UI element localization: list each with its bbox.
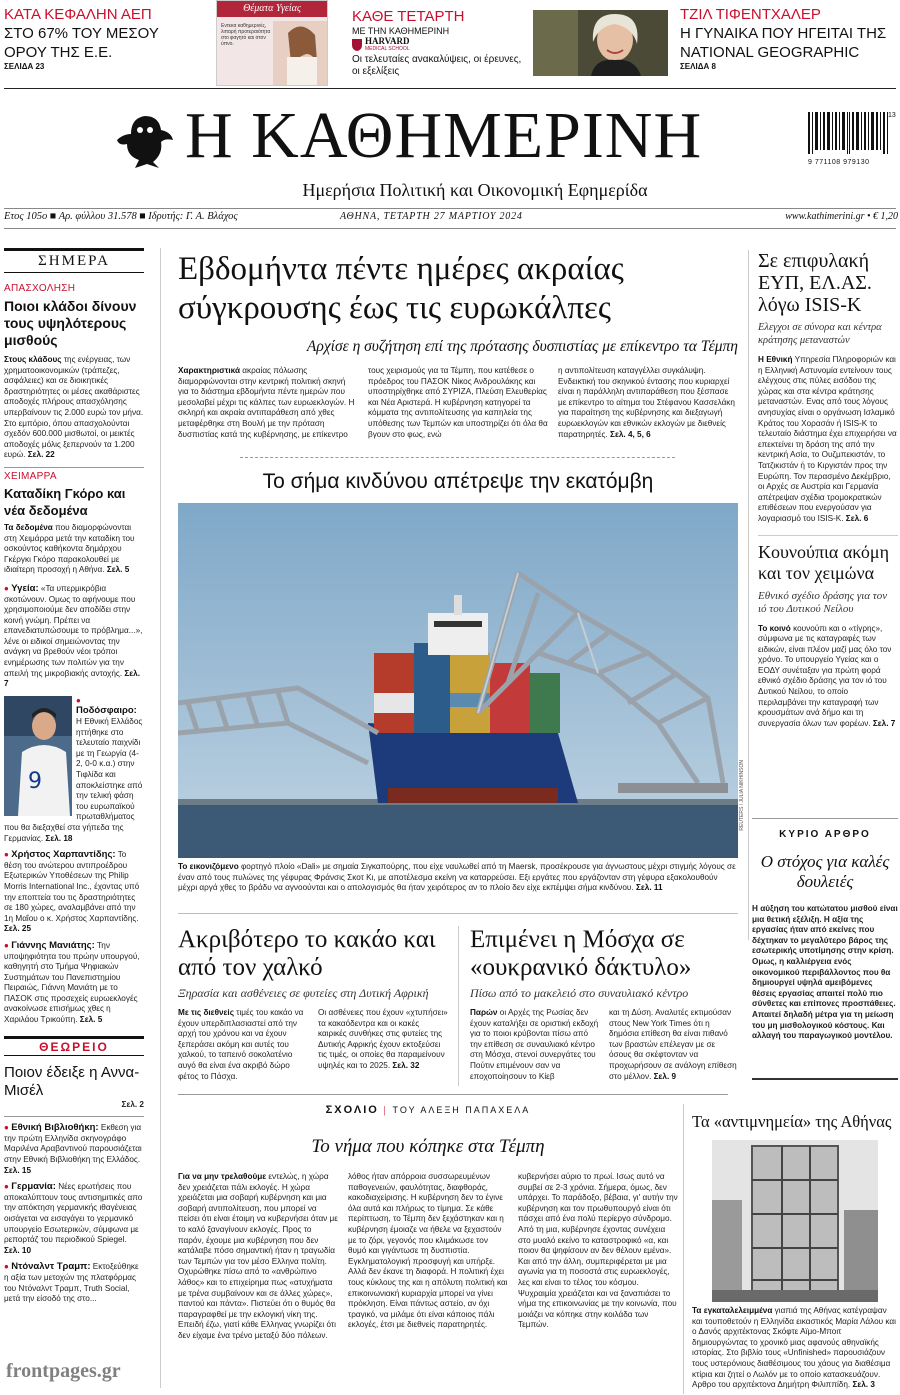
teaser-gdp-page: ΣΕΛΙΔΑ 23 [4, 62, 45, 71]
mosquito-body: Το κοινό κουνούπι και ο «τίγρης», σύμφωνα με τις καταγραφές των ειδικών, είναι πλέον μαζί μας όλο τον χρόνο. Το υπουργείο Υγείας και ο ΕΟΔΥ συνέταξαν για πρώτη φορά εθνικό σχέδιο δράσης για τον ιό του Δυτικού Νείλου, το οποίο περιλαμβάνει την καταγραφή των κρουσμάτων ανά δήμο και τη συνεργασία όλων των φορέων. Σελ. 7 [758, 623, 896, 728]
theatre-title[interactable]: Ποιον έδειξε η Αννα-Μισέλ [4, 1063, 140, 1099]
editorial-headline[interactable]: Ο στόχος για καλές δουλειές [760, 852, 890, 891]
magazine-photo [273, 21, 327, 86]
photo-caption: Το εικονιζόμενο φορτηγό πλοίο «Dali» με σημαία Σιγκαπούρης, που είχε ναυλωθεί από τη Maersk, προσέκρουσε για άγνωστους μέχρι στιγμής λόγους σε έναν από τους πυλώνες της γέφυρας Φράνσις Σκοτ Κι, με αποτέλεσμα εκείνη να καταρρεύσει. Εξι εργάτες που εργάζονταν στη γέφυρα εξακολουθούν μέχρι αργά χθες το βράδυ να αγνοούνται και ο απολογισμός θα ήταν χειρότερος αν το πλοίο δεν είχε εκπέμψει σήμα κινδύνου. Σελ. 11 [178, 862, 736, 893]
divider [4, 208, 896, 209]
brief-item: 9 ● Ποδόσφαιρο: Η Εθνική Ελλάδος ηττήθηκε στο τελευταίο παιχνίδι με τη Γεωργία (4-2, 0-0 κ.α.) στην Τιφλίδα και αποκλείστηκε από την τελική φάση του ευρωπαϊκού πρωταθλήματος που θα διεξαχθεί στα γήπεδα της Γερμανίας. Σελ. 18 [4, 695, 143, 843]
mosquito-headline[interactable]: Κουνούπια ακόμη και τον χειμώνα [758, 541, 889, 583]
divider [178, 913, 738, 914]
comment-headline[interactable]: Το νήμα που κόπηκε στα Τέμπη [311, 1136, 545, 1157]
teaser-natgeo-page: ΣΕΛΙΔΑ 8 [680, 62, 716, 71]
divider [683, 1104, 684, 1394]
masthead-title: Η ΚΑΘΗΜΕΡΙΝΗ [185, 99, 703, 172]
isis-subhead: Ελεγχοι σε σύνορα και κέντρα κράτησης μεταναστών [758, 322, 882, 346]
editorial-text: Η αύξηση του κατώτατου μισθού είναι μια θετική εξέλιξη. Η αξία της εργασίας ήταν από εκείνες που δέχτηκαν το μεγαλύτερο βάρος της εσωτερικής υποτίμησης στην κρίση. Ομως, η καλλιέργεια ενός οικονομικού περιβάλλοντος που θα δημιουργεί υψηλά αμειβόμενες θέσεις εργασίας απαιτεί πολύ πιο σύνθετες και επίπονες προσπάθειες. Απαιτεί δηλαδή μέτρα για τη μείωση του μη μισθολογικού κόστους. Και αλλαγή του παραγωγικού μοντέλου. [752, 904, 898, 1041]
cocoa-subhead: Ξηρασία και ασθένειες σε φυτείες στη Δυτική Αφρική [178, 986, 429, 1000]
comment-label: ΣΧΟΛΙΟ | ΤΟΥ ΑΛΕΞΗ ΠΑΠΑΧΕΛΑ [325, 1104, 531, 1116]
issue-info: Ετος 105ο ■ Αρ. φύλλου 31.578 ■ Ιδρυτής: Γ. Α. Βλάχος [4, 211, 238, 222]
article-title[interactable]: Καταδίκη Γκόρο και νέα δεδομένα [4, 485, 126, 518]
harvard-shield-icon [352, 39, 362, 51]
owl-logo-icon [115, 110, 175, 170]
magazine-cover[interactable] [216, 0, 328, 86]
moscow-body: Παρών οι Αρχές της Ρωσίας δεν έχουν καταλήξει σε οριστική εκδοχή για το ποιοι κρύβονται πίσω από την επίθεση σε συναυλιακό κέντρο στη Μόσχα, στενοί συνεργάτες του Πούτιν επιμένουν σαν να εποχοποίησουν το Κίεβ και τη Δύση. Αναλυτές εκτιμούσαν στους New York Times ότι η δημόσια επίθεση θα είναι πιθανό των βραστών επέλεγαν με σε όσους θα σκέφτονταν να προχωρήσουν σε ανάλογη επίθεση στο μέλλον. Σελ. 9 [470, 1008, 737, 1081]
teaser-harvard-sub: ΜΕ ΤΗΝ ΚΑΘΗΜΕΡΙΝΗ [352, 26, 450, 36]
theatre-header: ΘΕΩΡΕΙΟ [4, 1036, 144, 1056]
masthead-tagline: Ημερήσια Πολιτική και Οικονομική Εφημερίδα [302, 180, 648, 200]
mosquito-subhead: Εθνικό σχέδιο δράσης για τον ιό του Δυτικού Νείλου [758, 589, 888, 615]
teaser-natgeo[interactable] [680, 6, 898, 71]
svg-text:9: 9 [28, 768, 42, 794]
teaser-harvard-title: ΚΑΘΕ ΤΕΤΑΡΤΗ [352, 8, 465, 25]
lead-headline[interactable]: Εβδομήντα πέντε ημέρες ακραίας σύγκρουσης έως τις ευρωκάλπες [178, 251, 624, 326]
issue-date: ΑΘΗΝΑ, ΤΕΤΑΡΤΗ 27 ΜΑΡΤΙΟΥ 2024 [340, 211, 523, 222]
divider [178, 1094, 728, 1095]
watermark: frontpages.gr [6, 1360, 121, 1382]
article-title[interactable]: Ποιοι κλάδοι δίνουν τους υψηλότερους μισθούς [4, 298, 137, 348]
photo-title: Το σήμα κινδύνου απέτρεψε την εκατόμβη [262, 470, 654, 493]
brief-item: ● Χρήστος Χαρπαντίδης: Το θέση του ανώτερου αντιπροέδρου Εξωτερικών Υποθέσεων της Philip Morris International Inc., έχοντας υπό την εποπτεία του τις δραστηριότητες σε 180 χώρες, αναλαμβάνει από την 1η Μαΐου ο κ. Χρήστος Χαρπαντίδης. Σελ. 25 [4, 849, 140, 934]
section-tag: ΧΕΙΜΑΡΡΑ [4, 470, 57, 482]
teaser-natgeo-text: Η ΓΥΝΑΙΚΑ ΠΟΥ ΗΓΕΙΤΑΙ ΤΗΣ NATIONAL GEOGRAPHIC [680, 25, 887, 61]
divider [240, 457, 675, 458]
right-column [758, 250, 898, 729]
brief-item: ● Εθνική Βιβλιοθήκη: Εκθεση για την πρώτη Ελληνίδα σκηνογράφο Μαριλένα Αραβαντινού παρουσιάζεται στην Εθνική Βιβλιοθήκη της Ελλάδος. Σελ. 15 [4, 1122, 142, 1175]
brief-item: ● Γερμανία: Νέες ερωτήσεις που αποκαλύπτουν τους αντισημιτικές απο την απόκτηση γερμανικής ιθαγένειας οισάγεται να εισαγάγει το γερμανικό υπουργείο Εσωτερικών, σύμφωνα με ρεπορτάζ του περιοδικού Spiegel. Σελ. 10 [4, 1181, 143, 1255]
footballer-photo [4, 696, 72, 816]
barcode-number: 9 771108 979130 [808, 159, 870, 166]
web-price: www.kathimerini.gr • € 1,20 [785, 211, 898, 222]
divider [4, 88, 896, 89]
section-tag: ΑΠΑΣΧΟΛΗΣΗ [4, 283, 76, 294]
divider [458, 926, 459, 1086]
harvard-brand-sub: MEDICAL SCHOOL [365, 46, 410, 52]
lead-body: Χαρακτηριστικά ακραίας πόλωσης διαμορφώνονται στην κεντρική πολιτική σκηνή για το διάστημα εβδομήντα πέντε ημερών που μεσολαβεί μέχρι τις κάλπες των ευρωεκλογών. Η σκληρή και ακραία αντιπαράθεση από χθες μεταφέρθηκε στη Βουλή με την πρόταση δυσπιστίας κατά της κυβέρνησης, με επίκεντρο τους χειρισμούς για τα Τέμπη, που κατέθεσε ο πρόεδρος του ΠΑΣΟΚ Νίκος Ανδρουλάκης και υποστηρίχθηκε από ΣΥΡΙΖΑ, Πλεύση Ελευθερίας και Νέα Αριστερά. Η κυβέρνηση κατηγορεί τα κόμματα της αντιπολίτευσης για καπηλεία της υπόθεσης των Τεμπών και υποστηρίζει ότι όλα θα βγουν στο φως, ενώ η αντιπολίτευση καταγγέλλει συγκάλυψη. Ενδεικτική του σκηνικού έντασης που κυριαρχεί είναι η παράλληλη αντιπαράθεση που ξέσπασε με επίκεντρο το αίτημα του Στέφανου Κασσελάκη για παραίτηση της κυβέρνησης και διεξαγωγή ευρωεκλογών και εθνικών εκλογών με διεθνείς παρατηρητές. Σελ. 4, 5, 6 [178, 366, 735, 439]
divider [4, 228, 896, 229]
editorial-label: ΚΥΡΙΟ ΑΡΘΡΟ [779, 829, 871, 840]
teaser-harvard[interactable] [352, 8, 522, 78]
left-column [4, 248, 144, 1305]
barcode-icon [808, 112, 890, 154]
cocoa-headline[interactable]: Ακριβότερο το κακάο και από τον χαλκό [178, 926, 436, 981]
brief-item: ● Υγεία: «Τα υπερμικρόβια σκοτώνουν. Ομως το αφήνουμε που χρησιμοποιούμε δεν αποδίδει στην κοινή γνώμη. Πρέπει να επανεδιατυπώσουμε το πρόβλημα...», λένε οι ειδικοί σημειώνοντας την ανάγκη να βρεθούν νέοι τρόποι ενημέρωσης των πολιτών για την απειλή της μικροβιακής αντοχής. Σελ. 7 [4, 582, 143, 689]
teaser-portrait [533, 10, 668, 76]
article-body: Τα δεδομένα που διαμορφώνονται στη Χειμάρρα μετά την καταδίκη του οσκούντος καθήκοντα δημάρχου Γκέργκι Γκόρο παρακολουθεί με ιδιαίτερη προσοχή η Αθήνα. Σελ. 5 [4, 522, 135, 575]
brief-item: ● Γιάννης Μανιάτης: Την υποψηφιότητα του πρώην υπουργού, καθηγητή στο Τμήμα Ψηφιακών Συστημάτων του Πανεπιστημίου Πειραιώς, Γιάννη Μανιάτη με το ΠΑΣΟΚ στις προσεχείς ευρωεκλογές ανακοίνωσε επισήμως χθες η Χαριλάου Τρικούπη. Σελ. 5 [4, 939, 140, 1025]
building-photo [712, 1140, 878, 1302]
harvard-brand: HARVARD [365, 36, 410, 46]
photo-credit: REUTERS / JULIA NIKHINSON [739, 760, 745, 831]
magazine-text: Εντεκα καθημερινές, λιπαρή προτεραιότητα στο φαγητό και στον ύπνο. [221, 23, 271, 47]
today-header: ΣΗΜΕΡΑ [4, 248, 144, 273]
magazine-title: Θέματα Υγείας [217, 1, 327, 17]
cocoa-body: Με τις διεθνείς τιμές του κακάο να έχουν υπερδιπλασιαστεί από την αρχή του χρόνου και να έχουν ξεπεράσει ακόμη και αυτές του χαλκού, το ταπεινό σοκολατένιο αυγό θα είναι ένα ακριβό δώρο φέτος το Πάσχα. Οι ασθένειες που έχουν «χτυπήσει» τα κακαόδεντρα και οι κακές καιρικές συνθήκες στις φυτείες της Δυτικής Αφρικής έχουν εκτοξεύσει τις τιμές, οι οποίες θα παραμείνουν υψηλές και το 2025. Σελ. 32 [178, 1008, 448, 1081]
barcode-top: 13 [888, 112, 896, 119]
isis-headline[interactable]: Σε επιφυλακή ΕΥΠ, ΕΛ.ΑΣ. λόγω ISIS-K [758, 250, 872, 316]
athens-headline[interactable]: Τα «αντιμνημεία» της Αθήνας [692, 1112, 892, 1131]
teaser-gdp-text: ΣΤΟ 67% ΤΟΥ ΜΕΣΟΥ ΟΡΟΥ ΤΗΣ Ε.Ε. [4, 25, 159, 61]
athens-body: Τα εγκαταλελειμμένα γιαπιά της Αθήνας κατέγραψαν και τουποθετούν η Ελληνίδα εικαστικός Μαρία Λάλου και ο Δανός αρχιτέκτονας Σκόφτε Αϊμο-Μποιτ δημιουργώντας το χρονικό μιας αφανούς αθηναϊκής ιστορίας. Στο βιβλίο τους «Unfinished» παρουσιάζουν τους υστερόνιους διαθέσιμους του χάους για διαθέσιμα κτίρια και ζητεί ο Λωλόν με το οποίο κατασκευάζουν. Αρθρο του αρχιτέκτονα Δημήτρη Φιλιππίδη. Σελ. 3 [692, 1306, 896, 1390]
teaser-natgeo-title: ΤΖΙΛ ΤΙΦΕΝΤΧΑΛΕΡ [680, 6, 821, 23]
article-body: Στους κλάδους της ενέργειας, των χρηματοοικονομικών (τράπεζες, ασφάλειες) και σε διοικητικές δραστηριότητες οι μέσες ακαθάριστες αποδοχές πλήρους απασχόλησης υπερβαίνουν τις 2.000 ευρώ τον μήνα. Στο εμπόριο, όπου απασχολούνται σχεδόν 600.000 μισθωτοί, οι μεικτές αποδοχές μόλις ξεπερνούν τα 1.200 ευρώ. Σελ. 22 [4, 355, 144, 460]
teaser-gdp-title: ΚΑΤΑ ΚΕΦΑΛΗΝ ΑΕΠ [4, 6, 152, 23]
comment-body: Για να μην τρελαθούμε εντελώς, η χώρα δεν χρειάζεται πάλι εκλογές. Η χώρα χρειάζεται μια σοβαρή κυβέρνηση και μια σοβαρή αντιπολίτευση, που μπορεί να πείσει ότι είναι έτοιμη να κυβερνήσει όταν με το καλό ξαναγίνουν εκλογές. Προς το παρόν, έχουμε μια κυβέρνηση που δεν κατάλαβε πόσο σημαντική ήταν η τραγωδία των Τεμπών για τον μέσο Ελληνα πολίτη. Οχυρώθηκε πίσω από το «ανθρώπινο λάθος» και το επιχείρημα πως «ατυχήματα με τρένα συμβαίνουν και σε άλλες χώρες», παντού και πάντα». Πιστεύει ότι ο θυμός θα παραγραφθεί με την εκλογική νίκη της. Επειδή έζω, γιατί κάθε Ελληνας γνωρίζει ότι δεν είχαμε ένα τρένο μεταξύ δύο πόλεων. λόθος ήταν απόρροια συσσωρευμένων παθογενειών, φαυλότητας, διαφθοράς, κακοδιαχείρισης. Η κυβέρνηση δεν το έγινε όλα αυτά και πλήρως το τίμημα. Σε κάθε περίπτωση, το Τέμπη δεν ξεχάστηκαν και η κυβέρνηση έμοιαζε να ήθελε να ξεχαστούν με το ζόρι, γεγονός που κλιμάκωσε τον θυμό και γιγάντωσε τη δυσπιστία. Εγκληματολογική προσφυγή και υπήρξε. Αλλά δεν έκανε τη διαφορά. Η πολιτική έχει τους κύκλους της και η απόλυτη πολιτική και επικοινωνιακή κυριαρχία μπορεί να γίνει πρόκληση. Είναι πάντως αστείο, αν όχι τραγικό, να μιλάμε ότι είναι κάποιος πάλι εκλογές, έτσι με διεθνείς παρατηρητές. κυβερνήσει αύριο το πρωί. Ισως αυτό να συμβεί σε 2-3 χρόνια. Σήμερα, όμως, δεν υπάρχει. Το παράδοξο, βέβαια, γι' αυτήν την κυβέρνηση και τον πρωθυπουργό είναι ότι πάσχει από ένα πολύ περίεργο σύνδρομο. Από τη μια, κυβέρνησε έχοντας συνέχεια στο μυαλό εκείνο το καταστροφικό «α, και ποιον θα ψηφίσουν αν δεν θέλουν εμένα». Και από την άλλη, συμπεριφέρεται με μια αγωνία για τη ποσοστά στις ευρωεκλογές, λες και είναι το τέλος του κόσμου. Ψυχραιμία χρειάζεται και να ξαναπιάσει το νήμα της επικοινωνίας με την κοινωνία, που μοιάζει να κόπηκε στην κοιλάδα των Τεμπών. [178, 1172, 678, 1340]
divider [160, 248, 161, 1388]
isis-body: Η Εθνική Υπηρεσία Πληροφοριών και η Ελληνική Αστυνομία εντείνουν τους ελέγχους στις πύλες εισόδου της χώρας και στα κέντρα κράτησης μεταναστών. Ενας από τους λόγους ανησυχίας είναι ο οργάνωση Ισλαμικό Κράτος του Χορασάν ή ISIS-K το τελευταίο διάστημα έχει επιχειρήσει να επεκτείνει τη δράση της από την κεντρική Ασία, το Ουζμπεκιστάν, το Τατζικιστάν ή το Κιργιστάν προς την Ευρώπη. Τον περασμένο Δεκέμβριο, οι Αρχές σε Αυστρία και Γερμανία απέτρεψαν σχέδια τρομοκρατικών επιθέσεων που ενεργούσαν για λογαριασμό του ISIS-K. Σελ. 6 [758, 355, 897, 523]
brief-item: ● Ντόναλντ Τραμπ: Εκτοξεύθηκε η αξία των μετοχών της πλατφόρμας του Ντόναλντ Τραμπ, Truth Social, μετά την είσοδό της στο... [4, 1261, 139, 1304]
moscow-subhead: Πίσω από το μακελειό στο συναυλιακό κέντρο [470, 986, 689, 1000]
lead-subhead: Αρχίσε η συζήτηση επί της πρότασης δυσπιστίας με επίκεντρο τα Τέμπη [306, 338, 738, 355]
barcode [808, 112, 898, 164]
theatre-page: Σελ. 2 [121, 1099, 144, 1109]
divider [748, 250, 749, 940]
moscow-headline[interactable]: Επιμένει η Μόσχα σε «ουκρανικό δάκτυλο» [470, 926, 692, 981]
editorial-box [752, 818, 898, 1080]
teaser-gdp[interactable] [4, 6, 204, 71]
teaser-harvard-text: Οι τελευταίες ανακαλύψεις, οι έρευνες, οι εξελίξεις [352, 54, 522, 77]
bridge-photo [178, 503, 738, 858]
